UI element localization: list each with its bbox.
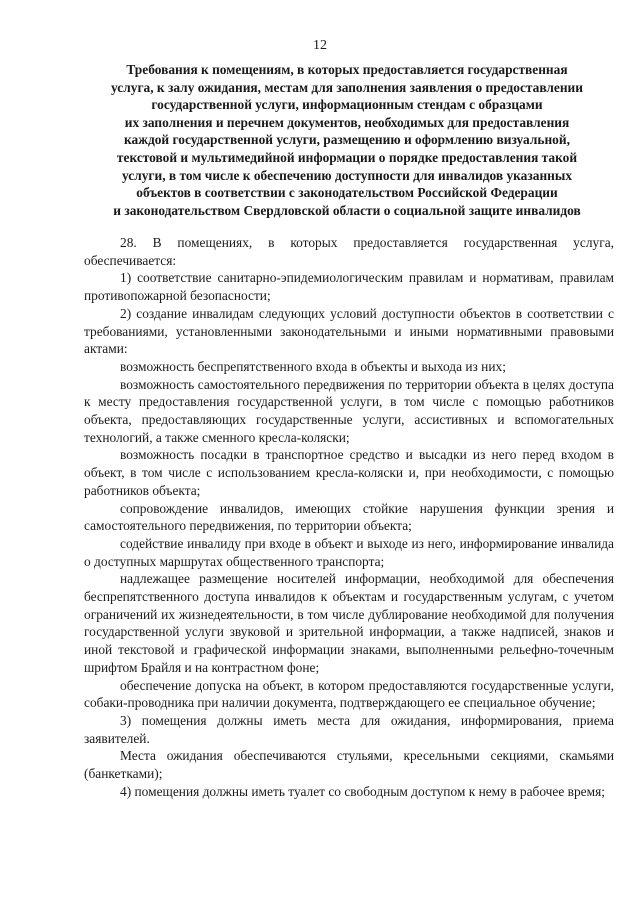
page-number: 12	[313, 38, 327, 53]
paragraph-guide-dog: обеспечение допуска на объект, в котором предоставляются государственные услуги, собаки-проводника при наличии документа, подтверждающего ее специальное обучение;	[84, 677, 614, 711]
document-body	[84, 234, 614, 801]
heading-line: Требования к помещениям, в которых предоставляется государственная	[126, 62, 568, 77]
paragraph-waiting-places: Места ожидания обеспечиваются стульями, кресельными секциями, скамьями (банкетками);	[84, 748, 614, 782]
paragraph-subitem-2: 2) создание инвалидам следующих условий доступности объектов в соответствии с требованиями, установленными законодательными и иными нормативными правовыми актами:	[84, 305, 614, 357]
paragraph-subitem-1: 1) соответствие санитарно-эпидемиологическим правилам и нормативам, правилам противопожарной безопасности;	[84, 270, 614, 304]
paragraph-subitem-4: 4) помещения должны иметь туалет со свободным доступом к нему в рабочее время;	[120, 783, 605, 799]
heading-line: государственной услуги, информационным стендам с образцами	[151, 97, 543, 113]
heading-line: текстовой и мультимедийной информации о порядке предоставления такой	[116, 149, 578, 165]
paragraph-item-28: 28. В помещениях, в которых предоставляется государственная услуга, обеспечивается:	[84, 235, 614, 268]
paragraph-information-placement: надлежащее размещение носителей информации, необходимой для обеспечения беспрепятственного доступа инвалидов к объектам и государственным услугам, с учетом ограничений их жизнедеятельности, в том числе дублирование необходимой для получения государственной услуги звуковой и зрительной информации, а также надписей, знаков и иной текстовой и графической информации знаками, выполненными рельефно-точечным шрифтом Брайля и на контрастном фоне;	[84, 571, 614, 675]
heading-line: объектов в соответствии с законодательством Российской Федерации	[136, 185, 558, 201]
paragraph-vehicle-boarding: возможность посадки в транспортное средство и высадки из него перед входом в объект, в том числе с использованием кресла-коляски и, при необходимости, с помощью работников объекта;	[84, 447, 614, 498]
paragraph-subitem-3: 3) помещения должны иметь места для ожидания, информирования, приема заявителей.	[84, 712, 614, 746]
heading-line: каждой государственной услуги, размещению и оформлению визуальной,	[124, 132, 570, 148]
heading-line: услуга, к залу ожидания, местам для заполнения заявления о предоставлении	[111, 79, 583, 95]
heading-line: услуги, в том числе к обеспечению доступности для инвалидов указанных	[121, 167, 573, 183]
paragraph-assistance: содействие инвалиду при входе в объект и выходе из него, информирование инвалида о доступных маршрутах общественного транспорта;	[84, 535, 614, 569]
paragraph-independent-movement: возможность самостоятельного передвижения по территории объекта в целях доступа к месту предоставления государственной услуги, в том числе с помощью работников объекта, предоставляющих государственные услуги, ассистивных и вспомогательных технологий, а также сменного кресла-коляски;	[84, 376, 614, 445]
paragraph-entrance-access: возможность беспрепятственного входа в объекты и выхода из них;	[120, 358, 506, 374]
heading-line: и законодательством Свердловской области о социальной защите инвалидов	[113, 202, 581, 218]
heading-line: их заполнения и перечнем документов, необходимых для предоставления	[124, 114, 570, 130]
paragraph-escort: сопровождение инвалидов, имеющих стойкие нарушения функции зрения и самостоятельного передвижения, по территории объекта;	[84, 500, 614, 534]
section-heading	[80, 61, 614, 219]
